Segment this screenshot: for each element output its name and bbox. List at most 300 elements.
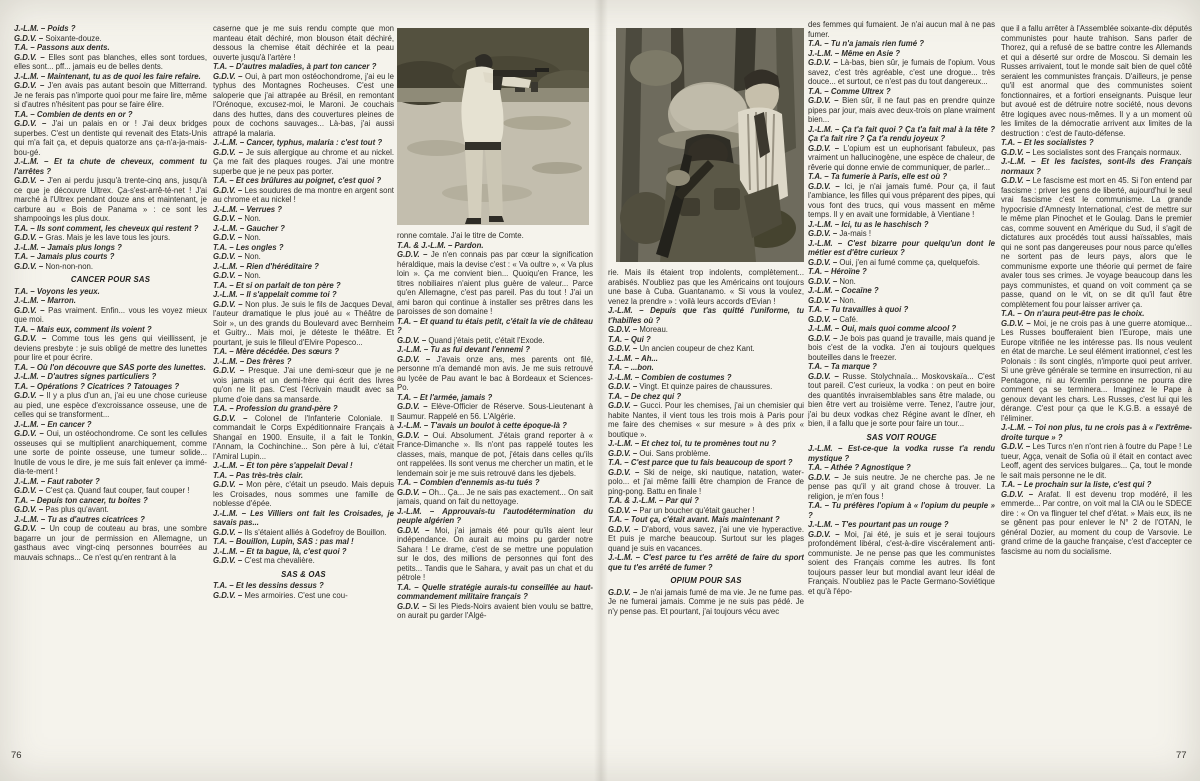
interviewer-line: T.A. – On n'aura peut-être pas le choix. <box>1001 309 1145 318</box>
speaker-label: T.A. – <box>397 316 420 326</box>
speaker-label: G.D.V. – <box>213 233 245 242</box>
interviewer-line: J.-L.M. – Les Villiers ont fait les Croisades, je savais pas... <box>213 508 394 527</box>
speaker-label: J.-L.M. – <box>213 546 247 556</box>
interviewer-line: T.A. – Et si on parlait de ton père ? <box>213 280 341 290</box>
speaker-label: G.D.V. – <box>608 467 644 477</box>
speaker-label: G.D.V. – <box>14 233 46 242</box>
answer-line: G.D.V. – Oh... Ça... Je ne sais pas exactement... On sait jamais, quand on fait du nettoyage. <box>397 487 593 506</box>
speaker-label: T.A. – <box>397 582 422 592</box>
answer-line: G.D.V. – Les Turcs n'en n'ont rien à foutre du Pape ! Le tueur, Agça, venait de Sofia où il était en contact avec Leoff, agent des services bulgares... Ça, tout le monde le sait mais personne ne le dit. <box>1001 442 1192 480</box>
interviewer-line: T.A. – Tu préfères l'opium à « l'opium du peuple » ? <box>808 501 995 520</box>
answer-line: G.D.V. – Elève-Officier de Réserve. Sous-Lieutenant à Saumur. Rappelé en 56. L'Algérie. <box>397 402 593 421</box>
answer-line: G.D.V. – Mon père, c'était un pseudo. Mais depuis les Croisades, nous sommes une famille de noblesse d'épée. <box>213 480 394 508</box>
spread-gutter-shadow <box>594 0 608 781</box>
speaker-label: J.-L.M. – <box>14 71 48 81</box>
speaker-label: T.A. – <box>213 176 236 185</box>
interviewer-line: J.-L.M. – Poids ? <box>14 24 76 33</box>
answer-line: G.D.V. – Quand j'étais petit, c'était l'Exode. <box>397 335 545 345</box>
speaker-label: G.D.V. – <box>1001 489 1039 499</box>
speaker-label: G.D.V. – <box>213 185 245 195</box>
speaker-label: G.D.V. – <box>14 52 49 62</box>
speaker-label: G.D.V. – <box>14 305 49 315</box>
answer-line: G.D.V. – Ja-mais ! <box>808 229 871 238</box>
speaker-label: J.-L.M. – <box>608 553 644 562</box>
interviewer-line: J.-L.M. – T'avais un boulot à cette époque-là ? <box>397 421 567 430</box>
answer-line: G.D.V. – Café. <box>808 314 858 324</box>
interviewer-line: T.A. – Voyons les yeux. <box>14 286 100 296</box>
speaker-label: T.A. – <box>213 242 236 252</box>
interviewer-line: T.A. – Jamais plus courts ? <box>14 252 115 261</box>
interviewer-line: T.A. – Depuis ton cancer, tu boites ? <box>14 495 148 505</box>
speaker-label: G.D.V. – <box>213 299 246 309</box>
interviewer-line: J.-L.M. – Et les facistes, sont-ils des Français normaux ? <box>1001 157 1192 176</box>
answer-line: G.D.V. – Mes armoiries. C'est une cou- <box>213 590 348 600</box>
interviewer-line: T.A. – Quelle stratégie aurais-tu conseillée au haut-commandement militaire français ? <box>397 582 593 601</box>
answer-line: G.D.V. – Arafat. Il est devenu trop modéré, il les emmerde... Par contre, on voit mal la CIA ou le SDECE dire : « On va flinguer tel chef d'état. » Mais eux, ils ne se gênent pas pour enlever le N° 2 de l'OTAN, le général Dozier, au moment du coup de Varsovie. Le grand crime de la gauche française, c'est d'accepter ce fascisme au nom du socialisme. <box>1001 489 1192 556</box>
speaker-label: T.A. & J.-L.M. – <box>608 496 666 505</box>
speaker-label: G.D.V. – <box>608 382 640 391</box>
speaker-label: G.D.V. – <box>397 525 435 535</box>
speaker-label: T.A. – <box>14 223 37 233</box>
speaker-label: G.D.V. – <box>808 96 843 105</box>
answer-line: G.D.V. – Non-non-non. <box>14 261 94 271</box>
continuation-text: des femmes qui fumaient. Je n'ai aucun mal à ne pas fumer. <box>808 20 995 39</box>
speaker-label: T.A. – <box>213 470 236 480</box>
page-number-right: 77 <box>1176 750 1187 761</box>
speaker-label: G.D.V. – <box>397 335 429 345</box>
text-column-1 <box>14 24 207 772</box>
section-heading: SAS & OAS <box>281 569 326 579</box>
speaker-label: G.D.V. – <box>213 413 255 423</box>
interviewer-line: T.A. – Tu n'a jamais rien fumé ? <box>808 39 924 48</box>
answer-line: G.D.V. – Un coup de couteau au bras, une sombre bagarre un jour de permission en Allemagne, un gasthaus avec vingt-cinq personnes bourrées au mauvais schnaps... Ce n'est qu'en rentrant à la <box>14 524 207 562</box>
answer-line: G.D.V. – Non. <box>213 233 261 242</box>
speaker-label: G.D.V. – <box>808 529 845 539</box>
speaker-label: J.-L.M. – <box>14 24 48 33</box>
interviewer-line: T.A. – ...bon. <box>608 363 654 372</box>
text-column-5 <box>808 20 995 768</box>
interviewer-line: T.A. – Ta marque ? <box>808 362 877 371</box>
speaker-label: J.-L.M. – <box>808 238 848 248</box>
speaker-label: J.-L.M. – <box>1001 423 1035 432</box>
interviewer-line: J.-L.M. – T'es pourtant pas un rouge ? <box>808 520 949 529</box>
interviewer-line: J.-L.M. – Maintenant, tu as de quoi les faire refaire. <box>14 71 201 81</box>
speaker-label: T.A. – <box>14 381 37 391</box>
interviewer-line: J.-L.M. – Même en Asie ? <box>808 48 900 58</box>
speaker-label: T.A. – <box>14 109 37 119</box>
speaker-label: G.D.V. – <box>14 119 52 128</box>
speaker-label: G.D.V. – <box>608 505 640 515</box>
answer-line: G.D.V. – Moi, j'ai jamais été pour qu'ils aient leur indépendance. On aurait au moins pu garder notre Sahara ! Le drame, c'est de se mettre une population sur le dos, des millions de personnes qui font des petits... Tandis que le Sahara, y avait pas un chat et du pétrole ! <box>397 525 593 582</box>
text-column-6 <box>1001 24 1192 772</box>
interviewer-line: J.-L.M. – Cancer, typhus, malaria : c'est tout ? <box>213 138 383 147</box>
interviewer-line: T.A. – Et quand tu étais petit, c'était la vie de château ? <box>397 316 593 335</box>
answer-line: G.D.V. – Oui. Absolument. J'étais grand reporter à « France-Dimanche ». Ils n'ont pas rappelé toutes les classes, mais, manque de pot, j'étais dans celles qu'ils ont rappelées. Ils sont venus me chercher un matin, et le lendemain soir je me suis retrouvé dans les djebels. <box>397 430 593 478</box>
continuation-text: rie. Mais ils étaient trop indolents, complètement... arabisés. N'oubliez pas que les Américains ont toujours une base à Cuba. Guantanamo. « Si vous la voulez, venez la prendre » : voilà leurs accords d'Evian ! <box>608 268 804 306</box>
speaker-label: T.A. – <box>397 392 420 402</box>
speaker-label: T.A. – <box>14 252 37 261</box>
interviewer-line: T.A. & J.-L.M. – Pardon. <box>397 240 484 250</box>
answer-line: G.D.V. – Je bois pas quand je travaille, mais quand je bois c'est de la vodka. J'en ai toujours quelques bouteilles dans le freezer. <box>808 333 995 362</box>
speaker-label: T.A. – <box>1001 480 1024 489</box>
page-number-left: 76 <box>11 750 22 761</box>
speaker-label: J.-L.M. – <box>213 204 247 214</box>
interviewer-line: T.A. – Le prochain sur la liste, c'est qui ? <box>1001 480 1152 489</box>
interviewer-line: J.-L.M. – Et ta bague, là, c'est quoi ? <box>213 546 347 556</box>
interviewer-line: T.A. – Et ces brûlures au poignet, c'est quoi ? <box>213 176 382 185</box>
answer-line: G.D.V. – Oui. Sans problème. <box>608 448 711 458</box>
speaker-label: T.A. – <box>14 362 37 372</box>
speaker-label: G.D.V. – <box>14 334 52 343</box>
interviewer-line: J.-L.M. – Jamais plus longs ? <box>14 242 122 252</box>
interviewer-line: J.-L.M. – Et chez toi, tu te promènes tout nu ? <box>608 439 777 448</box>
speaker-label: T.A. – <box>1001 309 1024 318</box>
interviewer-line: J.-L.M. – Est-ce-que la vodka russe t'a rendu mystique ? <box>808 444 995 463</box>
answer-line: G.D.V. – Oui, j'en ai fumé comme ça, quelquefois. <box>808 257 980 267</box>
speaker-label: G.D.V. – <box>213 147 246 157</box>
interviewer-line: J.-L.M. – En cancer ? <box>14 419 92 429</box>
answer-line: G.D.V. – Russe. Stolychnaïa... Moskovskaïa... C'est tout pareil. C'est curieux, la vodka : on peut en boire des quantités invraisemblables sans être malade, ou bien être vert au troisième verre. Tenez, l'autre jour, j'ai bu deux vodkas chez Régine avant le dîner, eh bien, il a fallu que je sorte pour faire un tour... <box>808 371 995 428</box>
speaker-label: J.-L.M. – <box>808 444 848 453</box>
answer-line: G.D.V. – Non. <box>808 295 856 305</box>
answer-line: G.D.V. – Gras. Mais je les lave tous les jours. <box>14 233 171 242</box>
answer-line: G.D.V. – Les socialistes sont des Français normaux. <box>1001 147 1182 157</box>
speaker-label: G.D.V. – <box>608 587 640 597</box>
speaker-label: J.-L.M. – <box>608 439 642 448</box>
speaker-label: G.D.V. – <box>808 295 840 305</box>
answer-line: G.D.V. – Moi, je ne crois pas à une guerre atomique... Les Russes boufferaient bien l'Europe, mais une Europe vitrifiée ne les intéresse pas. Ils nous veulent en état de marche. Le seul élément irrationnel, c'est les Polonais : ils sont cinglés, n'importe quoi peut arriver. Si une grève générale se termine en insurrection, ni au Pentagone, ni au Kremlin personne ne pourra dire comment ça se terminera... Imaginez le Pape à genoux devant les chars. Les Russes, c'est lui qui les dérange. C'est pour ça que le K.G.B. a essayé de l'éliminer. <box>1001 318 1192 423</box>
text-column-3 <box>397 24 593 772</box>
answer-line: G.D.V. – Non. <box>213 252 261 261</box>
speaker-label: T.A. – <box>213 404 236 413</box>
speaker-label: J.-L.M. – <box>14 242 48 252</box>
speaker-label: J.-L.M. – <box>213 356 247 366</box>
speaker-label: J.-L.M. – <box>808 520 842 529</box>
answer-line: G.D.V. – Elles sont pas blanches, elles sont tordues, elles sont... pff... jamais eu de belles dents. <box>14 52 207 71</box>
speaker-label: G.D.V. – <box>808 58 841 67</box>
answer-line: G.D.V. – Les soudures de ma montre en argent sont au chrome et au nickel ! <box>213 185 394 204</box>
speaker-label: T.A. – <box>213 347 236 356</box>
speaker-label: G.D.V. – <box>608 448 640 458</box>
interviewer-line: J.-L.M. – Des frères ? <box>213 356 292 366</box>
interviewer-line: J.-L.M. – Tu as fui devant l'ennemi ? <box>397 345 530 354</box>
speaker-label: T.A. – <box>397 478 420 487</box>
answer-line: G.D.V. – Pas vraiment. Enfin... vous les voyez mieux que moi. <box>14 305 207 324</box>
speaker-label: G.D.V. – <box>808 181 845 191</box>
photo-right-figure <box>608 28 804 262</box>
speaker-label: G.D.V. – <box>14 33 46 43</box>
continuation-text: ronne comtale. J'ai le titre de Comte. <box>397 231 524 240</box>
interviewer-line: J.-L.M. – Et ta chute de cheveux, comment tu l'arrêtes ? <box>14 157 207 176</box>
speaker-label: G.D.V. – <box>14 429 47 438</box>
speaker-label: G.D.V. – <box>808 143 844 153</box>
interviewer-line: T.A. – Comme Ultrex ? <box>808 86 891 96</box>
answer-line: G.D.V. – L'opium est un euphorisant fabuleux, pas vraiment un hallucinogène, une espèce de chaleur, de rêverie qui donne envie de communiquer, de parler... <box>808 143 995 172</box>
speaker-label: T.A. – <box>213 280 236 290</box>
interviewer-line: J.-L.M. – Ah... <box>608 353 658 363</box>
speaker-label: G.D.V. – <box>608 344 640 353</box>
speaker-label: G.D.V. – <box>1001 442 1033 451</box>
jungle-soldier-photo <box>616 28 804 262</box>
interviewer-line: T.A. – Qui ? <box>608 334 651 344</box>
text-column-4 <box>608 24 804 772</box>
speaker-label: J.-L.M. – <box>808 286 842 295</box>
answer-line: G.D.V. – Non. <box>808 276 856 286</box>
speaker-label: J.-L.M. – <box>213 461 247 470</box>
answer-line: G.D.V. – Vingt. Et quinze paires de chaussures. <box>608 382 773 391</box>
speaker-label: G.D.V. – <box>608 325 640 334</box>
interviewer-line: J.-L.M. – C'est bizarre pour quelqu'un dont le métier est d'être curieux ? <box>808 238 995 257</box>
interviewer-line: J.-L.M. – Et ton père s'appelait Deval ! <box>213 461 353 470</box>
speaker-label: J.-L.M. – <box>14 514 48 524</box>
interviewer-line: J.-L.M. – Ici, tu as le haschisch ? <box>808 219 929 229</box>
speaker-label: J.-L.M. – <box>608 306 651 315</box>
speaker-label: J.-L.M. – <box>1001 157 1042 166</box>
speaker-label: J.-L.M. – <box>14 296 48 305</box>
answer-line: G.D.V. – Si les Pieds-Noirs avaient bien voulu se battre, on aurait pu garder l'Algé- <box>397 601 593 620</box>
speaker-label: G.D.V. – <box>397 430 433 440</box>
speaker-label: J.-L.M. – <box>14 157 55 166</box>
continuation-text: caserne que je me suis rendu compte que mon manteau était déchiré, mon blouson était déchiré, dessous la chemise était déchirée et la peau ouverte jusqu'à l'artère ! <box>213 24 394 62</box>
interviewer-line: T.A. – Tout ça, c'était avant. Mais maintenant ? <box>608 515 780 524</box>
speaker-label: J.-L.M. – <box>608 353 642 363</box>
text-column-2 <box>213 24 394 772</box>
interviewer-line: T.A. – Mais eux, comment ils voient ? <box>14 324 152 334</box>
speaker-label: J.-L.M. – <box>213 508 251 518</box>
speaker-label: T.A. – <box>808 267 831 276</box>
answer-line: G.D.V. – J'en ai perdu jusqu'à trente-cinq ans, jusqu'à ce que je découvre Ultrex. Ça-s'est-arrê-té-net ! J'ai marché à l'Ultrex pendant douze ans et maintenant, je carbure au « Bois de Panama » : ce sont les shampooings les plus doux. <box>14 176 207 223</box>
answer-line: G.D.V. – Presque. J'ai une demi-sœur que je ne vois jamais et un demi-frère qui écrit des livres qu'on ne lit pas. C'est l'écrivain maudit avec sa plume d'oie dans sa mansarde. <box>213 366 394 404</box>
interviewer-line: J.-L.M. – Ça t'a fait quoi ? Ça t'a fait mal à la tête ? Ça t'a fait rire ? Ça t'a rendu joyeux ? <box>808 124 995 143</box>
answer-line: G.D.V. – J'avais onze ans, mes parents ont filé, personne m'a demandé mon avis. Je me suis retrouvé au lycée de Pau avant le bac à Bordeaux et Sciences-Po. <box>397 354 593 392</box>
answer-line: G.D.V. – Moreau. <box>608 325 668 334</box>
interviewer-line: J.-L.M. – Verrues ? <box>213 204 283 214</box>
interviewer-line: T.A. – Ta fumerie à Paris, elle est où ? <box>808 172 948 181</box>
speaker-label: G.D.V. – <box>1001 147 1033 157</box>
interviewer-line: T.A. – Où l'on découvre que SAS porte des lunettes. <box>14 362 206 372</box>
interviewer-line: J.-L.M. – Toi non plus, tu ne crois pas à « l'extrême-droite turque » ? <box>1001 423 1192 442</box>
answer-line: G.D.V. – Un ancien coupeur de chez Kant. <box>608 344 755 353</box>
speaker-label: G.D.V. – <box>397 354 437 364</box>
speaker-label: J.-L.M. – <box>14 476 48 486</box>
answer-line: G.D.V. – Soixante-douze. <box>14 33 102 43</box>
speaker-label: J.-L.M. – <box>808 219 842 229</box>
speaker-label: J.-L.M. – <box>808 124 842 134</box>
speaker-label: G.D.V. – <box>608 401 641 410</box>
interviewer-line: T.A. – C'est parce que tu fais beaucoup de sport ? <box>608 458 793 467</box>
answer-line: G.D.V. – Je n'ai jamais fumé de ma vie. Je ne fume pas. Je ne fumerai jamais. Comme je ne suis pas pédé. Je n'y pense pas. Et pourtant, j'ai toujours vécu avec <box>608 587 804 616</box>
speaker-label: G.D.V. – <box>213 271 245 280</box>
speaker-label: G.D.V. – <box>14 486 46 495</box>
speaker-label: G.D.V. – <box>213 480 247 489</box>
interviewer-line: T.A. – Les ongles ? <box>213 242 284 252</box>
speaker-label: J.-L.M. – <box>213 290 247 299</box>
speaker-label: G.D.V. – <box>213 527 245 537</box>
interviewer-line: J.-L.M. – Marron. <box>14 296 76 305</box>
speaker-label: T.A. – <box>213 537 236 546</box>
answer-line: G.D.V. – Je suis allergique au chrome et au nickel. Ça me fait des plaques rouges. J'ai une montre superbe que je ne peux pas porter. <box>213 147 394 176</box>
answer-line: G.D.V. – J'ai un palais en or ! J'ai deux bridges superbes. C'est un dentiste qui revenait des Etats-Unis qui m'a fait ça, et depuis quatorze ans ça-n'a-ja-mais-bou-gé. <box>14 119 207 157</box>
speaker-label: G.D.V. – <box>608 524 642 534</box>
answer-line: G.D.V. – Colonel de l'Infanterie Coloniale. Il commandait le Corps Expéditionnaire Français à Shangaï en 1900. Ensuite, il a fait le Tonkin, l'Annam, la Cochinchine... Son père à lui, c'était l'Amiral Lupin... <box>213 413 394 461</box>
speaker-label: G.D.V. – <box>1001 318 1034 328</box>
continuation-text: que il a fallu arrêter à l'Assemblée soixante-dix députés communistes pour haute trahison. Sans parler de Thorez, qui a refusé de se battre contre les Allemands et qui a déserté sur ordre de Moscou. Si demain les Russes arrivaient, tout le monde sait bien de quel côté seraient les communistes français. D'ailleurs, je pense qu'il est anormal que des communistes soient fonctionnaires, et a fortiori enseignants. Puisque leur but avoué est de détruire notre société, nous devons être logiques avec nous-mêmes. Il y a un moment où les limites de la démocratie arrivent aux limites de la destruction : c'est de l'auto-défense. <box>1001 24 1192 138</box>
speaker-label: G.D.V. – <box>808 257 840 267</box>
answer-line: G.D.V. – Là-bas, bien sûr, je fumais de l'opium. Vous savez, c'est très agréable, c'est une drogue... très douce... et surtout, ce n'est pas du tout dangereux... <box>808 58 995 86</box>
speaker-label: T.A. – <box>14 43 37 52</box>
speaker-label: T.A. – <box>808 172 831 181</box>
interviewer-line: T.A. – D'autres maladies, à part ton cancer ? <box>213 62 377 71</box>
interviewer-line: J.-L.M. – Tu as d'autres cicatrices ? <box>14 514 145 524</box>
speaker-label: G.D.V. – <box>213 214 245 223</box>
speaker-label: G.D.V. – <box>808 314 840 324</box>
speaker-label: T.A. – <box>213 62 236 71</box>
speaker-label: T.A. – <box>1001 138 1024 147</box>
interviewer-line: T.A. – Pas très-très clair. <box>213 470 304 480</box>
section-heading: OPIUM POUR SAS <box>670 576 742 585</box>
speaker-label: T.A. – <box>808 305 831 314</box>
interviewer-line: T.A. – Combien de dents en or ? <box>14 109 133 119</box>
interviewer-line: T.A. – Athée ? Agnostique ? <box>808 463 911 472</box>
answer-line: G.D.V. – Par un boucher qu'était gaucher ! <box>608 505 755 515</box>
speaker-label: T.A. – <box>608 363 631 372</box>
interviewer-line: J.-L.M. – Rien d'héréditaire ? <box>213 261 319 271</box>
speaker-label: G.D.V. – <box>808 333 840 343</box>
interviewer-line: J.-L.M. – Combien de costumes ? <box>608 372 732 382</box>
interviewer-line: J.-L.M. – Faut raboter ? <box>14 476 100 486</box>
answer-line: G.D.V. – Gucci. Pour les chemises, j'ai un chemisier qui habite Nantes, il vient tous les trois mois à Paris pour me faire des chemises « sur mesure » à des prix « boutique ». <box>608 401 804 439</box>
interviewer-line: T.A. – Combien d'ennemis as-tu tués ? <box>397 478 540 487</box>
answer-line: G.D.V. – Comme tous les gens qui vieillissent, je deviens presbyte : je suis obligé de mettre des lunettes pour lire et pour écrire. <box>14 334 207 362</box>
speaker-label: J.-L.M. – <box>397 345 431 354</box>
speaker-label: G.D.V. – <box>14 505 46 514</box>
answer-line: G.D.V. – Il y a plus d'un an, j'ai eu une chose curieuse au pied, une espèce d'excroissance osseuse, une de celles qui se transforment... <box>14 391 207 419</box>
answer-line: G.D.V. – Ski de neige, ski nautique, natation, water-polo... et j'ai même failli être champion de France de ping-pong. Battu en finale ! <box>608 467 804 496</box>
answer-line: G.D.V. – J'en avais pas autant besoin que Mitterrand. Je ne ferais pas n'importe quoi pour me faire lire, même si d'autres n'hésitent pas pour se faire élire. <box>14 81 207 109</box>
interviewer-line: J.-L.M. – Il s'appelait comme toi ? <box>213 290 337 299</box>
speaker-label: G.D.V. – <box>397 487 429 497</box>
interviewer-line: T.A. – De chez qui ? <box>608 391 682 401</box>
interviewer-line: T.A. – Et les dessins dessus ? <box>213 581 324 590</box>
interviewer-line: J.-L.M. – Gaucher ? <box>213 223 285 233</box>
speaker-label: G.D.V. – <box>213 71 246 81</box>
speaker-label: G.D.V. – <box>397 250 431 259</box>
answer-line: G.D.V. – Non plus. Je suis le fils de Jacques Deval, l'auteur dramatique le plus joué au « Théâtre de Soir », un des grands du Boulevard avec Bernheim et Guitry... Mais moi, je déteste le théâtre. Et pourtant, je suis le filleul d'Elvire Popesco... <box>213 299 394 347</box>
answer-line: G.D.V. – Oui, à part mon ostéochondrome, j'ai eu le typhus des Montagnes Rocheuses. C'est une saloperie que j'ai attrapée au Brésil, en remontant l'Orénoque, excusez-moi, le Maroni. Je couchais dans des huttes, dans des couvertures pleines de poux de cochons sauvages... Là-bas, j'ai aussi attrapé la malaria. <box>213 71 394 138</box>
speaker-label: T.A. – <box>608 334 631 344</box>
speaker-label: T.A. – <box>213 581 236 590</box>
speaker-label: G.D.V. – <box>14 176 48 185</box>
speaker-label: T.A. – <box>14 286 37 296</box>
speaker-label: T.A. – <box>608 458 631 467</box>
speaker-label: T.A. & J.-L.M. – <box>397 240 455 250</box>
speaker-label: T.A. – <box>608 515 631 524</box>
speaker-label: T.A. – <box>808 86 831 96</box>
speaker-label: G.D.V. – <box>808 371 843 381</box>
speaker-label: T.A. – <box>808 39 831 48</box>
speaker-label: T.A. – <box>808 463 831 472</box>
interviewer-line: T.A. & J.-L.M. – Par qui ? <box>608 496 699 505</box>
speaker-label: G.D.V. – <box>397 601 430 611</box>
interviewer-line: J.-L.M. – Oui, mais quoi comme alcool ? <box>808 324 957 333</box>
speaker-label: J.-L.M. – <box>808 324 842 333</box>
speaker-label: G.D.V. – <box>213 590 245 600</box>
interviewer-line: T.A. – Opérations ? Cicatrices ? Tatouages ? <box>14 381 180 391</box>
section-heading: SAS VOIT ROUGE <box>866 432 937 442</box>
interviewer-line: T.A. – Et l'armée, jamais ? <box>397 392 493 402</box>
shooting-range-photo <box>397 28 589 225</box>
speaker-label: G.D.V. – <box>14 524 50 533</box>
speaker-label: J.-L.M. – <box>213 223 247 233</box>
interviewer-line: T.A. – Bouillon, Lupin, SAS : pas mal ! <box>213 537 354 546</box>
speaker-label: G.D.V. – <box>808 472 843 482</box>
speaker-label: G.D.V. – <box>14 391 47 400</box>
speaker-label: J.-L.M. – <box>14 419 48 429</box>
speaker-label: J.-L.M. – <box>397 421 431 430</box>
interviewer-line: T.A. – Ils sont comment, les cheveux qui restent ? <box>14 223 199 233</box>
speaker-label: G.D.V. – <box>213 366 249 375</box>
speaker-label: G.D.V. – <box>1001 176 1033 185</box>
answer-line: G.D.V. – Pas plus qu'avant. <box>14 505 109 514</box>
interviewer-line: T.A. – Profession du grand-père ? <box>213 404 338 413</box>
speaker-label: G.D.V. – <box>808 276 840 286</box>
photo-left-figure <box>397 28 593 225</box>
answer-line: G.D.V. – C'est ma chevalière. <box>213 556 315 565</box>
answer-line: G.D.V. – Bien sûr, il ne faut pas en prendre quinze pipes par jour, mais avec deux-trois on plane vraiment bien... <box>808 96 995 124</box>
speaker-label: J.-L.M. – <box>608 372 642 382</box>
answer-line: G.D.V. – Je n'en connais pas par cœur la signification héraldique, mais la devise c'est : « Va oultre », « Va plus loin ». Ça me convient bien... Quoiqu'en France, les titres nobiliaires n'aient plus guère de valeur... Parce qu'en Allemagne, c'est pas pareil. Pas du tout ! J'ai un ami baron qui continue à installer ses prêtres dans les paroisses de son domaine ! <box>397 250 593 316</box>
answer-line: G.D.V. – Ils s'étaient alliés à Godefroy de Bouillon. <box>213 527 387 537</box>
speaker-label: T.A. – <box>14 324 37 334</box>
answer-line: G.D.V. – D'abord, vous savez, j'ai une vie hyperactive. Et puis je marche beaucoup. Surtout sur les plages quand je suis en vacances. <box>608 524 804 553</box>
speaker-label: T.A. – <box>14 495 37 505</box>
speaker-label: J.-L.M. – <box>397 506 443 516</box>
answer-line: G.D.V. – Le fascisme est mort en 45. Si l'on entend par fascisme : priver les gens de liberté, aujourd'hui le seul vrai fascisme c'est le communisme. La grande hypocrisie d'Amnesty International, c'est de mettre sur le même plan Pinochet et le Goulag. Dans le premier cas, comme souvent en Amérique du Sud, il s'agit de dictatures aux procédés tout aussi haïssables, mais qui ne sont pas dangereuses pour nous parce qu'elles ne sortent pas de leurs pays, alors que le communisme exporte une théorie qui permet de faire avaler tous ses crimes. Je voyage beaucoup dans les pays communistes, et quand on voit comment ça se passe, quand on le vit, on se dit qu'il faut être complètement fou pour laisser arriver ça. <box>1001 176 1192 309</box>
speaker-label: J.-L.M. – <box>213 138 247 147</box>
answer-line: G.D.V. – Non. <box>213 214 261 223</box>
interviewer-line: T.A. – Mère décédée. Des sœurs ? <box>213 347 339 356</box>
speaker-label: G.D.V. – <box>213 556 245 565</box>
interviewer-line: T.A. – Et les socialistes ? <box>1001 138 1094 147</box>
answer-line: G.D.V. – C'est ça. Quand faut couper, faut couper ! <box>14 486 190 495</box>
interviewer-line: J.-L.M. – Approuvais-tu l'autodétermination du peuple algérien ? <box>397 506 593 525</box>
answer-line: G.D.V. – Non. <box>213 271 261 280</box>
speaker-label: T.A. – <box>608 391 631 401</box>
interviewer-line: J.-L.M. – Cocaïne ? <box>808 286 879 295</box>
answer-line: G.D.V. – Je suis neutre. Je ne cherche pas. Je ne pense pas qu'il y ait grand chose à trouver. La religion, je m'en fous ! <box>808 472 995 501</box>
answer-line: G.D.V. – Ici, je n'ai jamais fumé. Pour ça, il faut l'ambiance, les filles qui vous préparent des pipes, qui vous font des trucs, qui vous massent en même temps. Il y en avait une formidable, à Vientiane ! <box>808 181 995 219</box>
speaker-label: G.D.V. – <box>14 261 46 271</box>
interviewer-line: T.A. – Héroïne ? <box>808 267 867 276</box>
section-heading: CANCER POUR SAS <box>70 275 151 284</box>
answer-line: G.D.V. – Oui, un ostéochondrome. Ce sont les cellules osseuses qui se multiplient anarchiquement, comme une sorte de pointe osseuse, une tumeur solide... Inutile de vous le dire, je me suis fait enlever ça immé-dia-te-ment ! <box>14 429 207 476</box>
speaker-label: G.D.V. – <box>808 229 840 238</box>
speaker-label: G.D.V. – <box>213 252 245 261</box>
speaker-label: G.D.V. – <box>14 81 48 90</box>
interviewer-line: T.A. – Passons aux dents. <box>14 43 110 52</box>
speaker-label: J.-L.M. – <box>213 261 247 271</box>
speaker-label: T.A. – <box>808 362 831 371</box>
answer-line: G.D.V. – Moi, j'ai été, je suis et je serai toujours profondément libéral, c'est-à-dire viscéralement anti-communiste. Je ne pense pas que les communistes soient des Français comme les autres. Ils font toujours passer leur but mondial avant leur idéal de Français. N'oubliez pas le Pacte Germano-Soviétique et qu'à l'épo- <box>808 529 995 596</box>
speaker-label: T.A. – <box>808 501 832 510</box>
interviewer-line: J.-L.M. – D'autres signes particuliers ? <box>14 372 157 381</box>
speaker-label: J.-L.M. – <box>808 48 842 58</box>
interviewer-line: T.A. – Tu travailles à quoi ? <box>808 305 909 314</box>
speaker-label: G.D.V. – <box>397 402 432 411</box>
interviewer-line: J.-L.M. – Depuis que t'as quitté l'uniforme, tu t'habilles où ? <box>608 306 804 325</box>
interviewer-line: J.-L.M. – C'est parce tu t'es arrêté de faire du sport que tu t'es arrêté de fumer ? <box>608 553 804 572</box>
speaker-label: J.-L.M. – <box>14 372 48 381</box>
